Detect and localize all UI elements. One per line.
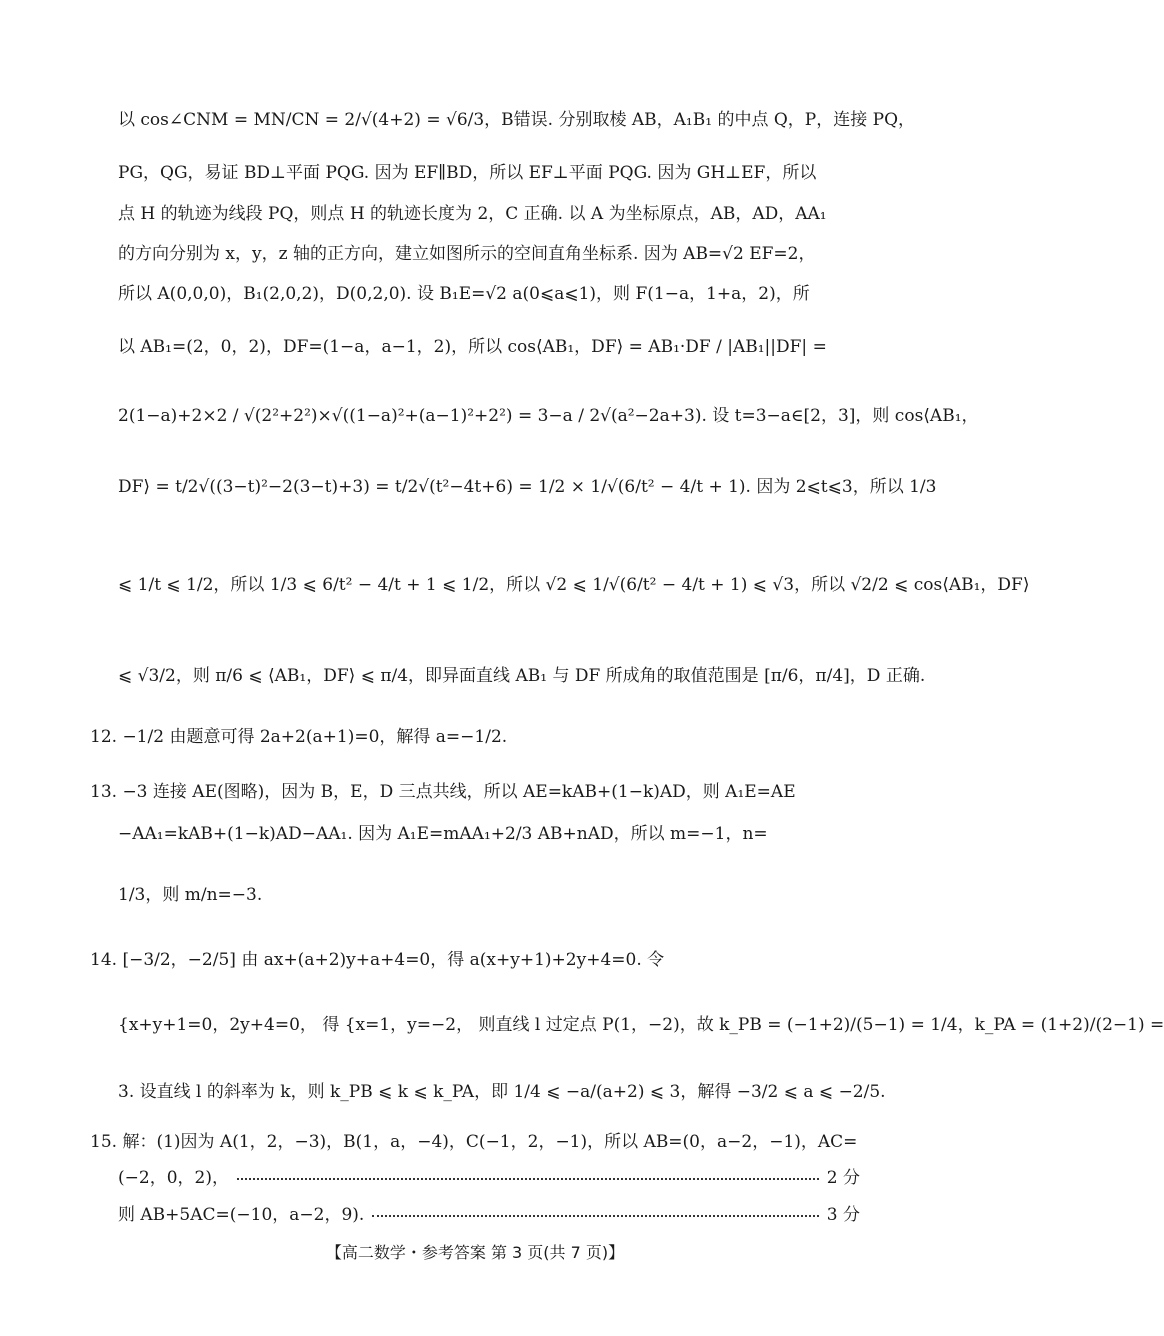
line-1: 以 cos∠CNM = MN/CN = 2/√(4+2) = √6/3，B错误. 分别取棱 AB，A₁B₁ 的中点 Q，P，连接 PQ， bbox=[118, 110, 916, 130]
page-footer: 【高二数学・参考答案 第 3 页(共 7 页)】 bbox=[325, 1243, 625, 1262]
question-13-line-1: 13. −3 连接 AE(图略)，因为 B，E，D 三点共线，所以 AE=kAB+(1−k)AD，则 A₁E=AE bbox=[90, 782, 796, 802]
line-9: ⩽ 1/t ⩽ 1/2，所以 1/3 ⩽ 6/t² − 4/t + 1 ⩽ 1/2，所以 √2 ⩽ 1/√(6/t² − 4/t + 1) ⩽ √3，所以 √2/2 ⩽ cos⟨AB₁，DF⟩ bbox=[118, 575, 1030, 595]
question-15-line-2 bbox=[118, 1166, 860, 1190]
line-2: PG，QG，易证 BD⊥平面 PQG. 因为 EF∥BD，所以 EF⊥平面 PQG. 因为 GH⊥EF，所以 bbox=[118, 163, 817, 183]
leader-dots bbox=[237, 1166, 819, 1180]
question-12: 12. −1/2 由题意可得 2a+2(a+1)=0，解得 a=−1/2. bbox=[90, 727, 508, 747]
line-4: 的方向分别为 x，y，z 轴的正方向，建立如图所示的空间直角坐标系. 因为 AB=√2 EF=2， bbox=[118, 244, 816, 264]
question-14-line-1: 14. [−3/2，−2/5] 由 ax+(a+2)y+a+4=0，得 a(x+y+1)+2y+4=0. 令 bbox=[90, 950, 665, 970]
line-6: 以 AB₁=(2，0，2)，DF=(1−a，a−1，2)，所以 cos⟨AB₁，DF⟩ = AB₁·DF / |AB₁||DF| = bbox=[118, 337, 827, 357]
score-text: (−2，0，2)， bbox=[118, 1168, 229, 1188]
line-8: DF⟩ = t/2√((3−t)²−2(3−t)+3) = t/2√(t²−4t+6) = 1/2 × 1/√(6/t² − 4/t + 1). 因为 2⩽t⩽3，所以 1/3 bbox=[118, 477, 937, 497]
score-value: 3 分 bbox=[826, 1205, 860, 1225]
line-5: 所以 A(0,0,0)，B₁(2,0,2)，D(0,2,0). 设 B₁E=√2 a(0⩽a⩽1)，则 F(1−a，1+a，2)，所 bbox=[118, 284, 810, 304]
question-15-line-3 bbox=[118, 1203, 860, 1227]
question-13-line-3: 1/3，则 m/n=−3. bbox=[118, 885, 263, 905]
question-13-line-2: −AA₁=kAB+(1−k)AD−AA₁. 因为 A₁E=mAA₁+2/3 AB+nAD，所以 m=−1，n= bbox=[118, 824, 768, 844]
question-14-line-2: {x+y+1=0，2y+4=0， 得 {x=1，y=−2， 则直线 l 过定点 P(1，−2)，故 k_PB = (−1+2)/(5−1) = 1/4，k_PA = (1+2)/(2−1) = bbox=[118, 1015, 1164, 1035]
line-7: 2(1−a)+2×2 / √(2²+2²)×√((1−a)²+(a−1)²+2²) = 3−a / 2√(a²−2a+3). 设 t=3−a∈[2，3]，则 cos⟨AB₁， bbox=[118, 406, 979, 426]
question-14-line-3: 3. 设直线 l 的斜率为 k，则 k_PB ⩽ k ⩽ k_PA，即 1/4 ⩽ −a/(a+2) ⩽ 3，解得 −3/2 ⩽ a ⩽ −2/5. bbox=[118, 1082, 886, 1102]
score-value: 2 分 bbox=[826, 1168, 860, 1188]
leader-dots bbox=[372, 1203, 818, 1217]
line-10: ⩽ √3/2，则 π/6 ⩽ ⟨AB₁，DF⟩ ⩽ π/4，即异面直线 AB₁ 与 DF 所成角的取值范围是 [π/6，π/4]，D 正确. bbox=[118, 666, 926, 686]
question-15-line-1: 15. 解：(1)因为 A(1，2，−3)，B(1，a，−4)，C(−1，2，−1)，所以 AB=(0，a−2，−1)，AC= bbox=[90, 1132, 858, 1152]
line-3: 点 H 的轨迹为线段 PQ，则点 H 的轨迹长度为 2，C 正确. 以 A 为坐标原点，AB，AD，AA₁ bbox=[118, 204, 827, 224]
score-text: 则 AB+5AC=(−10，a−2，9). bbox=[118, 1205, 365, 1225]
